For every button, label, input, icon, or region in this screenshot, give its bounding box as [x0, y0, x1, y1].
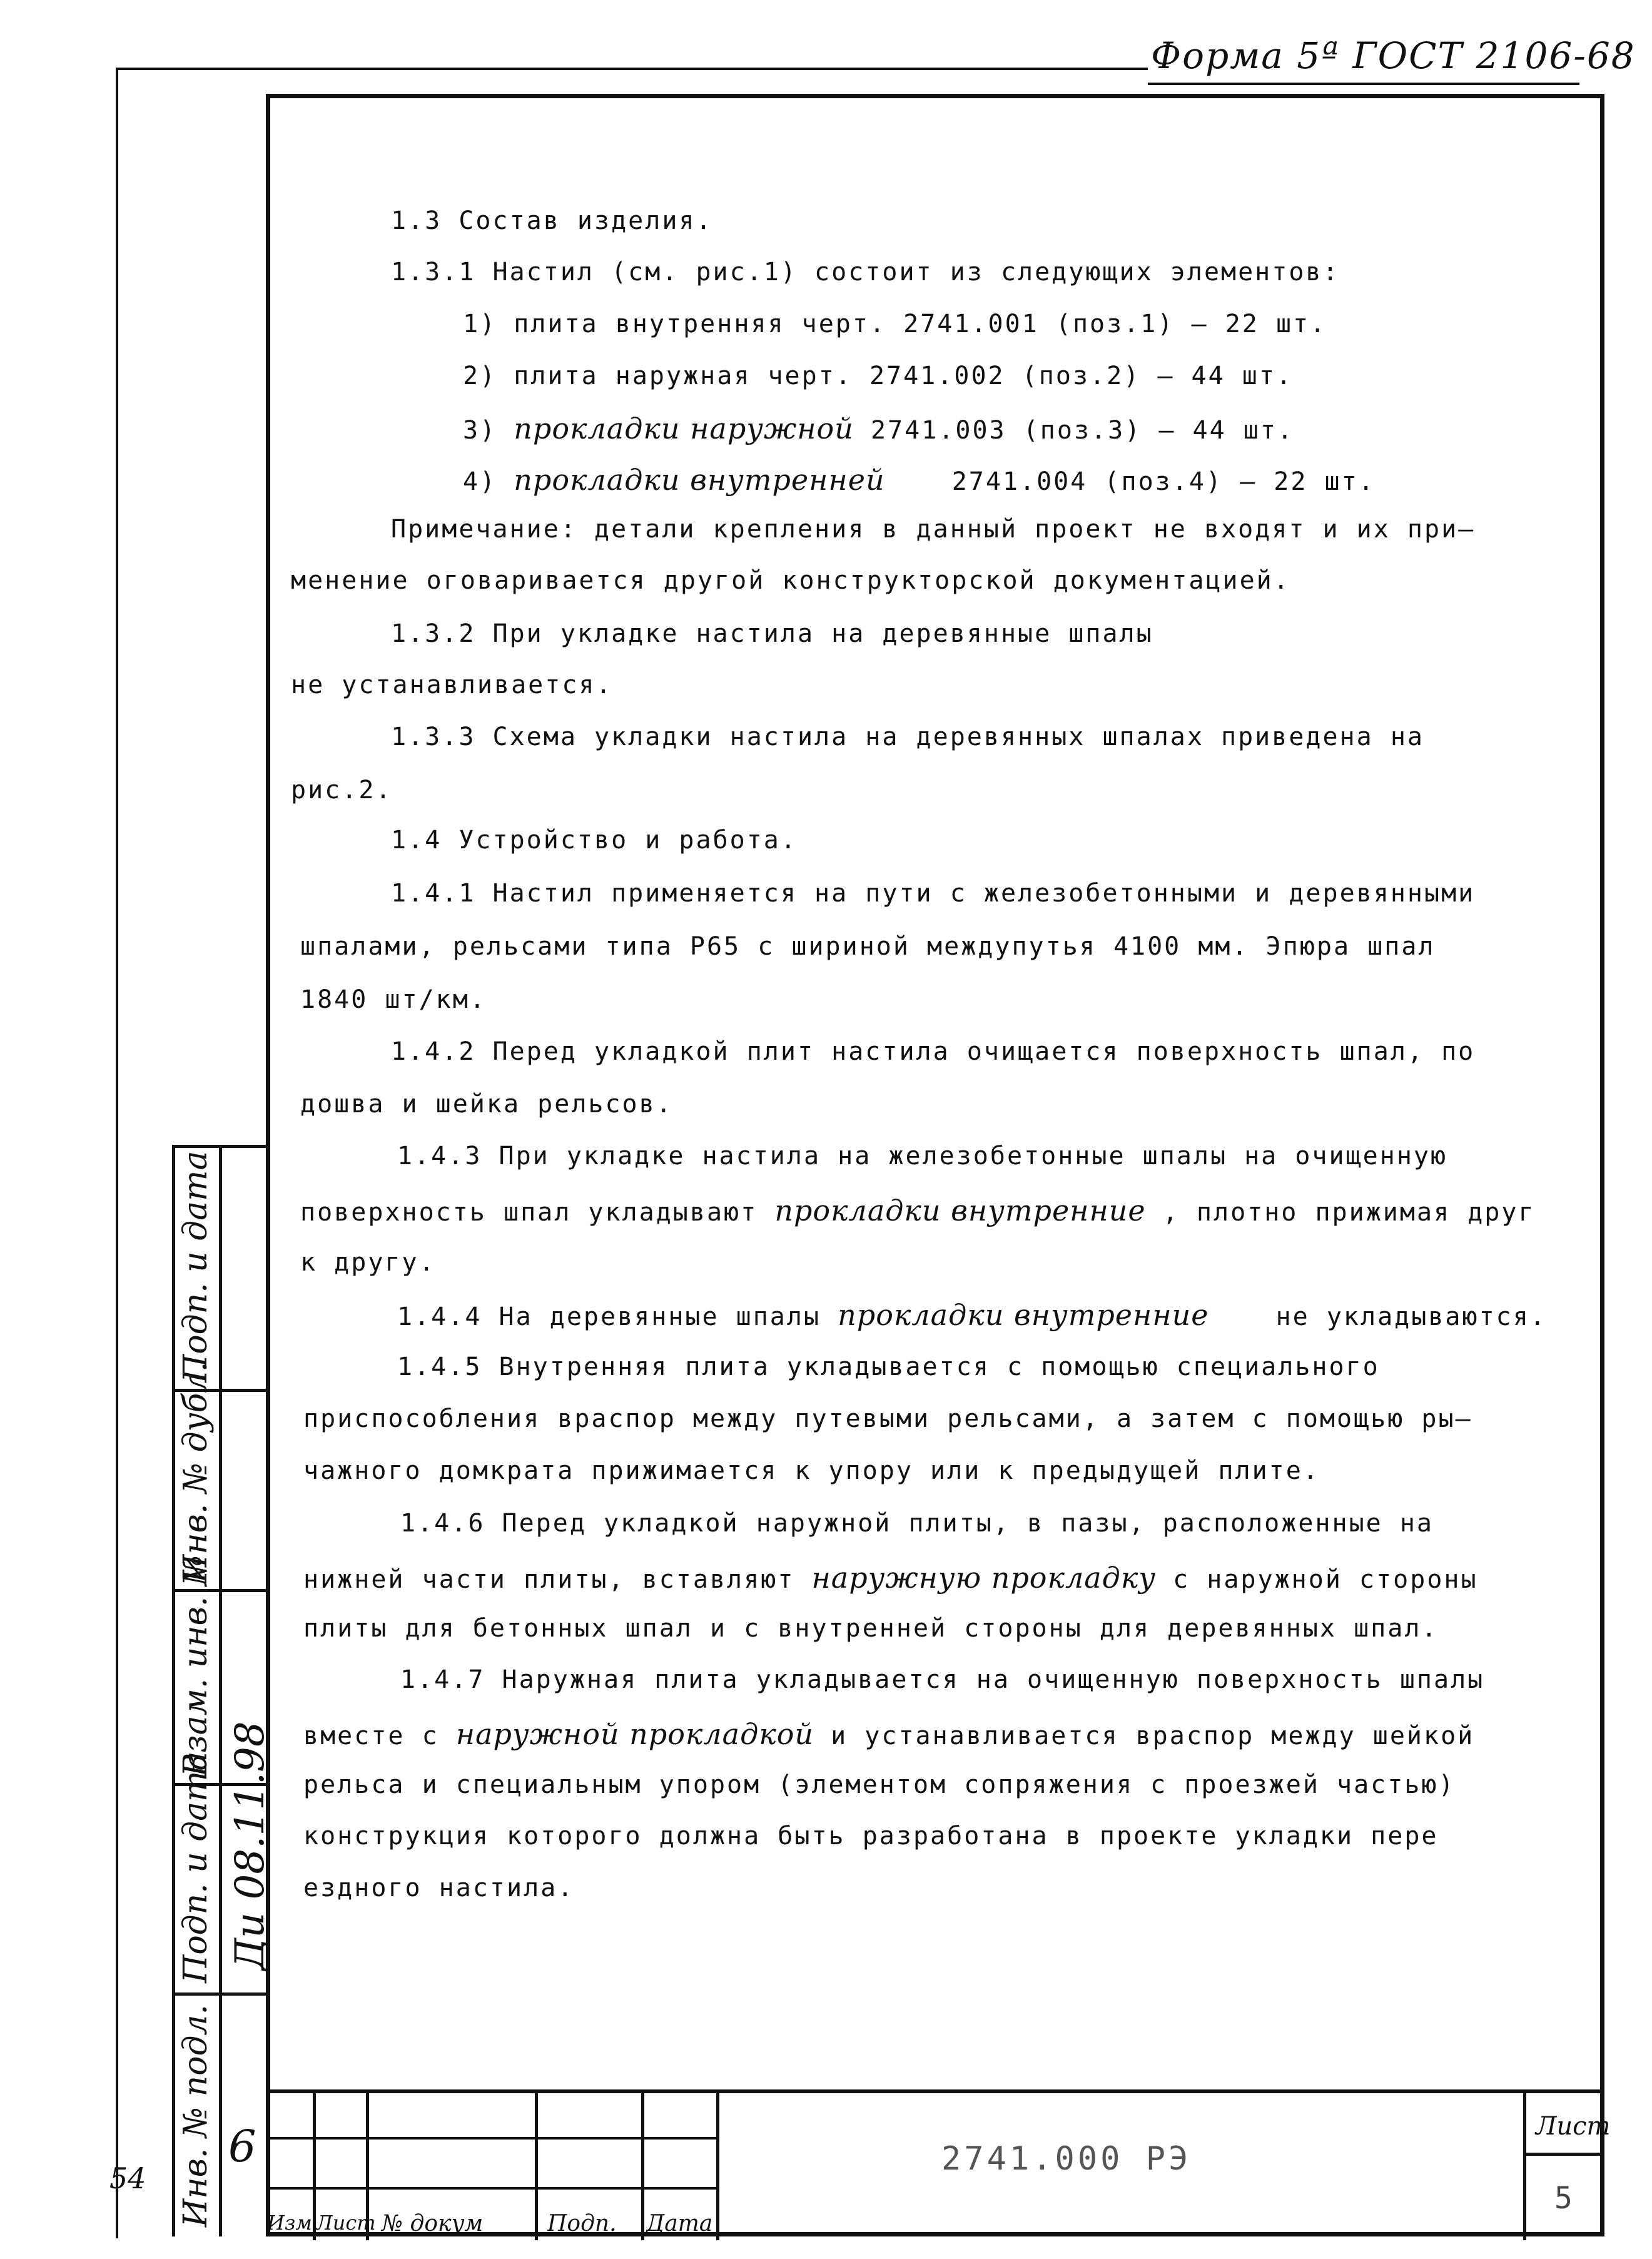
- dup-inv-label: Инв. № дубл.: [177, 1361, 215, 1583]
- text-line: 2) плита наружная черт. 2741.002 (поз.2) – 44 шт.: [463, 362, 1294, 390]
- text-line: плиты для бетонных шпал и с внутренней стороны для деревянных шпал.: [303, 1614, 1439, 1643]
- text-run: нижней части плиты, вставляют: [303, 1565, 795, 1594]
- item-spec: 2741.004 (поз.4) – 22 шт.: [951, 467, 1376, 496]
- sheet-number: 5: [1554, 2181, 1573, 2216]
- title-block-divider: [535, 2093, 538, 2240]
- title-block-divider: [1523, 2093, 1526, 2240]
- handwritten-text: наружную прокладку: [811, 1561, 1156, 1595]
- inventory-number: 6: [228, 2121, 256, 2172]
- text-run: поверхность шпал укладывают: [300, 1198, 758, 1227]
- text-line: 1.3 Состав изделия.: [391, 206, 713, 235]
- title-block-divider: [716, 2093, 719, 2240]
- text-run: с наружной стороны: [1173, 1565, 1478, 1594]
- side-stamp-divider: [172, 1145, 175, 2236]
- col-list: Лист: [316, 2211, 376, 2235]
- text-line: [463, 412, 1294, 445]
- sign-date-label: Подп. и дата: [177, 1751, 215, 1983]
- sign-date-label: Подп. и дата: [177, 1150, 215, 1383]
- text-line: рельса и специальным упором (элементом сопряжения с проезжей частью): [303, 1770, 1456, 1799]
- sheet-label: Лист: [1536, 2112, 1611, 2141]
- replace-inv-label: Взам. инв. №: [177, 1555, 215, 1777]
- side-stamp-divider: [172, 1145, 266, 1148]
- text-line: 1.4.3 При укладке настила на железобетонные шпалы на очищенную: [397, 1142, 1448, 1170]
- title-block: [266, 2089, 1611, 2240]
- text-line: конструкция которого должна быть разработана в проекте укладки пере: [303, 1822, 1439, 1850]
- text-line: дошва и шейка рельсов.: [300, 1090, 673, 1119]
- text-line: [397, 1298, 1547, 1332]
- text-line: рис.2.: [291, 776, 393, 805]
- text-line: 1.4.6 Перед укладкой наружной плиты, в пазы, расположенные на: [400, 1509, 1434, 1538]
- text-line: менение оговаривается другой конструкторской документацией.: [291, 566, 1290, 595]
- title-block-divider: [266, 2137, 716, 2140]
- col-podp: Подп.: [547, 2211, 617, 2236]
- handwritten-text: прокладки внутренней: [514, 463, 885, 497]
- text-run: не укладываются.: [1275, 1302, 1547, 1331]
- text-line: 1.4.5 Внутренняя плита укладывается с помощью специального: [397, 1353, 1380, 1381]
- item-number: 4): [463, 467, 497, 496]
- col-doc: № докум: [382, 2211, 484, 2236]
- text-line: [303, 1717, 1474, 1751]
- text-line: 1.3.2 При укладке настила на деревянные шпалы: [391, 619, 1153, 648]
- handwritten-text: прокладки внутренние: [838, 1298, 1209, 1332]
- margin-number: 54: [109, 2161, 146, 2195]
- text-line: ездного настила.: [303, 1874, 575, 1902]
- text-line: 1.4 Устройство и работа.: [391, 826, 798, 855]
- outer-border-top: [116, 68, 1148, 70]
- outer-border-left: [116, 68, 118, 2238]
- text-line: 1.4.1 Настил применяется на пути с железобетонными и деревянными: [391, 879, 1476, 908]
- title-block-divider: [641, 2093, 644, 2240]
- text-line: 1.4.2 Перед укладкой плит настила очищается поверхность шпал, по: [391, 1037, 1476, 1066]
- handwritten-text: прокладки внутренние: [774, 1194, 1146, 1227]
- inv-orig-label: Инв. № подл.: [177, 2004, 215, 2227]
- item-spec: 2741.003 (поз.3) – 44 шт.: [870, 416, 1295, 445]
- form-underline: [1148, 83, 1579, 85]
- form-title: Форма 5ª ГОСТ 2106-68: [1151, 34, 1636, 77]
- title-block-divider: [266, 2187, 716, 2190]
- text-line: шпалами, рельсами типа Р65 с шириной междупутья 4100 мм. Эпюра шпал: [300, 932, 1436, 961]
- text-run: 1.4.4 На деревянные шпалы: [397, 1302, 821, 1331]
- document-code: 2741.000 РЭ: [941, 2140, 1192, 2178]
- title-block-divider: [1523, 2153, 1604, 2156]
- text-run: , плотно прижимая друг: [1162, 1198, 1536, 1227]
- text-line: [303, 1561, 1478, 1595]
- text-line: не устанавливается.: [291, 671, 613, 699]
- text-line: 1.3.3 Схема укладки настила на деревянных шпалах приведена на: [391, 723, 1425, 751]
- col-data: Дата: [646, 2211, 713, 2236]
- col-izm: Изм: [267, 2211, 312, 2235]
- handwritten-text: наружной прокладкой: [455, 1717, 814, 1751]
- document-body: [266, 94, 1604, 2096]
- text-line: приспособления враспор между путевыми рельсами, а затем с помощью ры–: [303, 1404, 1472, 1433]
- side-stamp-divider: [172, 1992, 266, 1996]
- text-line: чажного домкрата прижимается к упору или к предыдущей плите.: [303, 1456, 1320, 1485]
- item-number: 3): [463, 416, 497, 445]
- handwritten-text: прокладки наружной: [514, 412, 854, 445]
- text-run: вместе с: [303, 1722, 439, 1750]
- text-line: [463, 463, 1376, 497]
- text-line: [300, 1194, 1536, 1227]
- side-stamp: [109, 1145, 273, 2236]
- text-line: 1) плита внутренняя черт. 2741.001 (поз.1) – 22 шт.: [463, 310, 1327, 338]
- text-run: и устанавливается враспор между шейкой: [831, 1722, 1475, 1750]
- text-line: Примечание: детали крепления в данный проект не входят и их при–: [391, 515, 1476, 544]
- text-line: к другу.: [300, 1248, 436, 1277]
- text-line: 1.4.7 Наружная плита укладывается на очищенную поверхность шпалы: [400, 1665, 1485, 1694]
- side-stamp-divider: [219, 1145, 222, 2236]
- text-line: 1.3.1 Настил (см. рис.1) состоит из следующих элементов:: [391, 258, 1340, 287]
- handwritten-signature-date: Ди 08.11.98: [227, 1721, 273, 1971]
- text-line: 1840 шт/км.: [300, 985, 487, 1014]
